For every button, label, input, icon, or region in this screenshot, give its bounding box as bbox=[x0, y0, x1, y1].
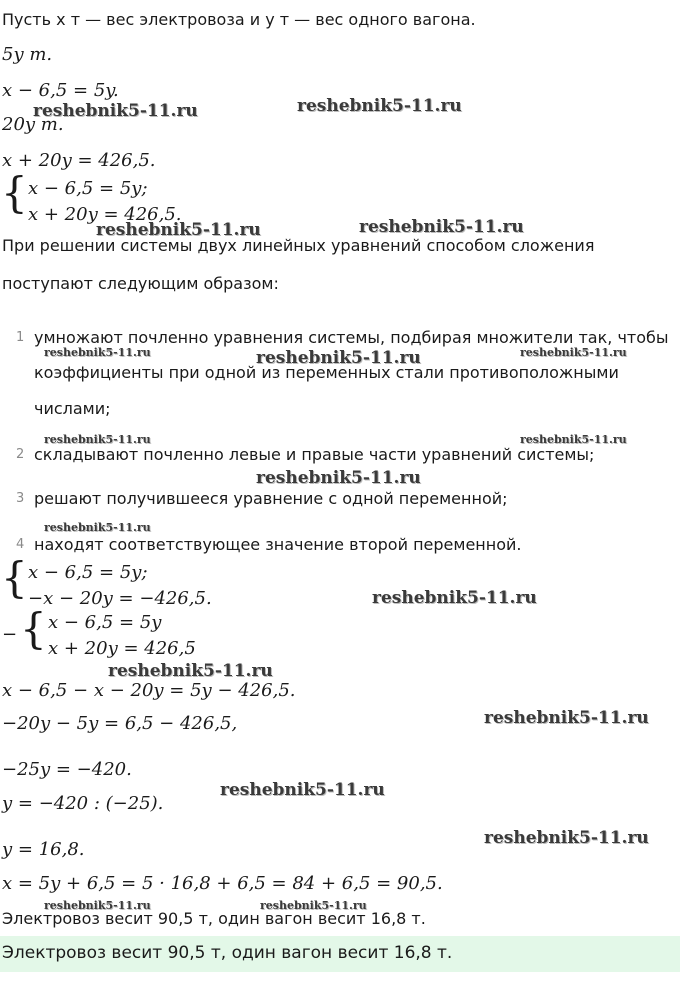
step-number: 1 bbox=[16, 330, 25, 345]
watermark: reshebnik5-11.ru bbox=[520, 346, 627, 359]
system2-line2: −x − 20y = −426,5. bbox=[28, 588, 212, 609]
solution-line: x = 5y + 6,5 = 5 · 16,8 + 6,5 = 84 + 6,5 = 90,5. bbox=[2, 873, 443, 894]
solution-line: −20y − 5y = 6,5 − 426,5, bbox=[2, 713, 238, 734]
step1-line3: числами; bbox=[34, 399, 111, 418]
solution-line: y = 16,8. bbox=[2, 839, 85, 860]
watermark: reshebnik5-11.ru bbox=[256, 348, 421, 368]
step-number: 3 bbox=[16, 491, 25, 506]
watermark: reshebnik5-11.ru bbox=[33, 101, 198, 121]
watermark: reshebnik5-11.ru bbox=[260, 899, 367, 912]
step3-line1: решают получившееся уравнение с одной переменной; bbox=[34, 489, 508, 508]
step-number: 4 bbox=[16, 537, 25, 552]
line-20y: 20y т. bbox=[2, 114, 64, 135]
subtraction-sign: − bbox=[2, 624, 18, 645]
intro-text: Пусть x т — вес электровоза и y т — вес одного вагона. bbox=[2, 10, 476, 29]
system1-line2: x + 20y = 426,5. bbox=[28, 204, 182, 225]
watermark: reshebnik5-11.ru bbox=[44, 521, 151, 534]
line-5y: 5y т. bbox=[2, 44, 53, 65]
watermark: reshebnik5-11.ru bbox=[220, 780, 385, 800]
watermark: reshebnik5-11.ru bbox=[256, 468, 421, 488]
answer-box bbox=[0, 936, 680, 972]
watermark: reshebnik5-11.ru bbox=[108, 661, 273, 681]
method-paragraph-line2: поступают следующим образом: bbox=[2, 274, 279, 293]
watermark: reshebnik5-11.ru bbox=[44, 433, 151, 446]
system1-line1: x − 6,5 = 5y; bbox=[28, 178, 148, 199]
step4-line1: находят соответствующее значение второй переменной. bbox=[34, 535, 522, 554]
step2-line1: складывают почленно левые и правые части уравнений системы; bbox=[34, 445, 595, 464]
system3-line2: x + 20y = 426,5 bbox=[48, 638, 196, 659]
equation-a: x − 6,5 = 5y. bbox=[2, 80, 119, 101]
watermark: reshebnik5-11.ru bbox=[520, 433, 627, 446]
equation-b: x + 20y = 426,5. bbox=[2, 150, 156, 171]
watermark: reshebnik5-11.ru bbox=[297, 96, 462, 116]
watermark: reshebnik5-11.ru bbox=[44, 346, 151, 359]
watermark: reshebnik5-11.ru bbox=[359, 217, 524, 237]
solution-line: x − 6,5 − x − 20y = 5y − 426,5. bbox=[2, 680, 296, 701]
watermark: reshebnik5-11.ru bbox=[44, 899, 151, 912]
step1-line2: коэффициенты при одной из переменных стали противоположными bbox=[34, 363, 619, 382]
watermark: reshebnik5-11.ru bbox=[484, 828, 649, 848]
system-brace: { bbox=[1, 553, 28, 602]
step1-line1: умножают почленно уравнения системы, подбирая множители так, чтобы bbox=[34, 328, 669, 347]
method-paragraph-line1: При решении системы двух линейных уравнений способом сложения bbox=[2, 236, 595, 255]
system-brace: { bbox=[1, 168, 28, 217]
conclusion-text: Электровоз весит 90,5 т, один вагон весит 16,8 т. bbox=[2, 909, 426, 928]
system-brace: { bbox=[20, 604, 47, 653]
system3-line1: x − 6,5 = 5y bbox=[48, 612, 162, 633]
system2-line1: x − 6,5 = 5y; bbox=[28, 562, 148, 583]
solution-line: −25y = −420. bbox=[2, 759, 132, 780]
answer-text: Электровоз весит 90,5 т, один вагон весит 16,8 т. bbox=[2, 943, 453, 963]
step-number: 2 bbox=[16, 447, 25, 462]
solution-line: y = −420 : (−25). bbox=[2, 793, 164, 814]
watermark: reshebnik5-11.ru bbox=[372, 588, 537, 608]
watermark: reshebnik5-11.ru bbox=[484, 708, 649, 728]
watermark: reshebnik5-11.ru bbox=[96, 220, 261, 240]
